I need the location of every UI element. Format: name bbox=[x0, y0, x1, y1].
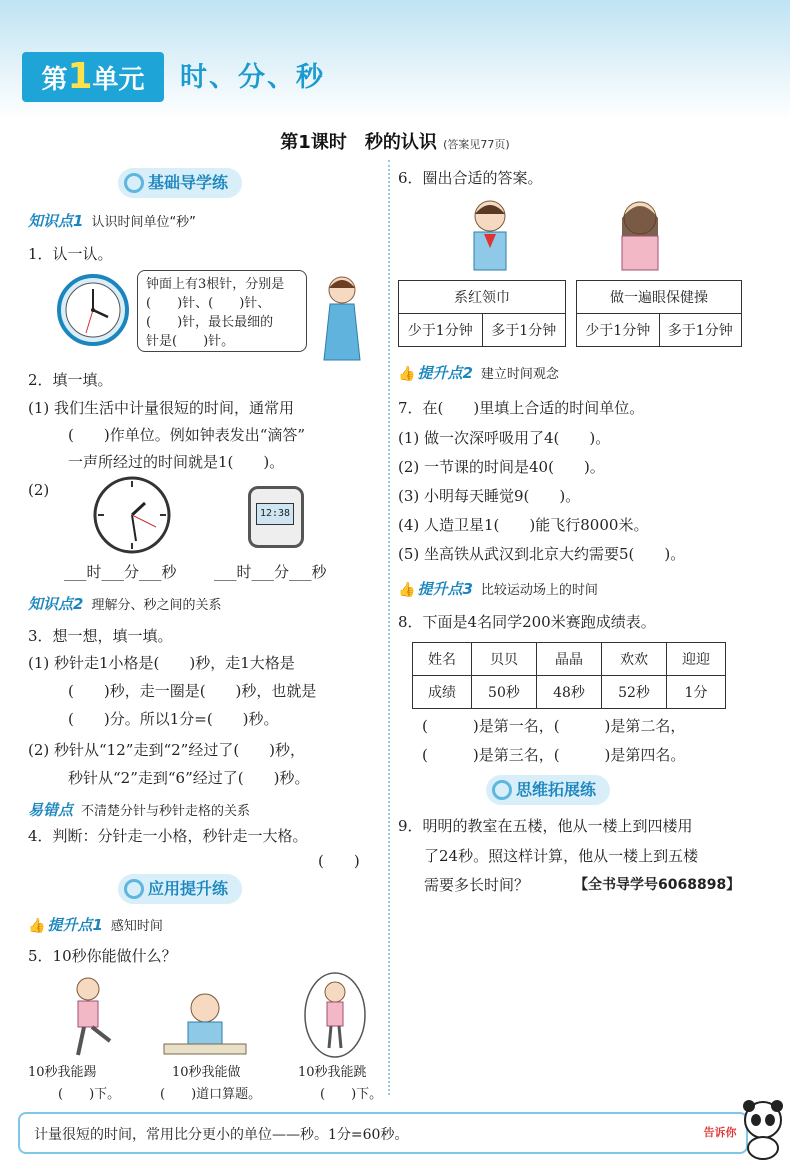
rope-skipping-child-icon bbox=[300, 970, 370, 1060]
question-9-line1: 9．明明的教室在五楼，他从一楼上到四楼用 bbox=[398, 817, 693, 835]
stopwatch-display: 12:38 bbox=[256, 503, 294, 525]
kp-tag: 知识点1 bbox=[28, 212, 84, 230]
kp-text: 不清楚分针与秒针走格的关系 bbox=[81, 804, 251, 819]
table-row bbox=[413, 676, 726, 709]
table-cell: 迎迎 bbox=[667, 643, 726, 676]
question-7-2: (2) 一节课的时间是40( )。 bbox=[398, 458, 605, 476]
boy-tie-icon bbox=[450, 196, 530, 272]
column-divider bbox=[388, 160, 390, 1095]
question-9-line2: 了24秒。照这样计算，他从一楼上到五楼 bbox=[424, 847, 699, 865]
unit-prefix: 第 bbox=[41, 65, 68, 95]
teacher-icon bbox=[312, 272, 372, 362]
caption-calc: 10秒我能做 bbox=[172, 1065, 241, 1080]
question-1: 1．认一认。 bbox=[28, 245, 113, 263]
section-label: 基础导学练 bbox=[148, 173, 229, 192]
answer-reference: (答案见77页) bbox=[443, 138, 510, 151]
table-cell: 50秒 bbox=[471, 676, 536, 709]
girl-eye-exercise-icon bbox=[600, 196, 680, 272]
unit-badge bbox=[22, 52, 164, 102]
unit-suffix: 单元 bbox=[92, 65, 145, 95]
section-label: 应用提升练 bbox=[148, 879, 229, 898]
kp-tag: 知识点2 bbox=[28, 595, 84, 613]
mascot-label: 告诉你 bbox=[703, 1126, 737, 1139]
race-results-table bbox=[412, 642, 726, 709]
table-cell: 欢欢 bbox=[602, 643, 667, 676]
kicking-child-icon bbox=[58, 975, 118, 1060]
knowledge-point-1 bbox=[28, 210, 196, 231]
choice-table-tie bbox=[398, 280, 566, 347]
question-7: 7．在( )里填上合适的时间单位。 bbox=[398, 399, 645, 417]
question-3-1-line2: ( )秒，走一圈是( )秒，也就是 bbox=[68, 682, 317, 700]
kp-tag: 易错点 bbox=[28, 801, 74, 819]
caption-kick: 10秒我能踢 bbox=[28, 1065, 97, 1080]
question-3-1-line1: (1) 秒针走1小格是( )秒，走1大格是 bbox=[28, 654, 295, 672]
question-3-2-line1: (2) 秒针从“12”走到“2”经过了( )秒， bbox=[28, 741, 306, 759]
circle-icon bbox=[124, 879, 144, 899]
question-7-3: (3) 小明每天睡觉9( )。 bbox=[398, 487, 581, 505]
table-cell: 52秒 bbox=[602, 676, 667, 709]
kp-text: 建立时间观念 bbox=[480, 367, 559, 382]
clock-icon bbox=[56, 273, 130, 347]
unit-number: 1 bbox=[67, 56, 93, 97]
question-2-1-line1: (1) 我们生活中计量很短的时间，通常用 bbox=[28, 399, 295, 417]
section-basic-practice bbox=[118, 168, 242, 198]
question-2: 2．填一填。 bbox=[28, 371, 113, 389]
kp-tag: 提升点2 bbox=[417, 364, 473, 382]
caption-calc-blank: ( )道口算题。 bbox=[160, 1087, 262, 1102]
improve-point-3 bbox=[398, 578, 598, 599]
question-9-line3: 需要多长时间？ bbox=[424, 876, 530, 894]
question-6: 6．圈出合适的答案。 bbox=[398, 169, 543, 187]
question-8-answer-line1: ( )是第一名，( )是第二名， bbox=[422, 717, 686, 735]
answer-paren: ( ) bbox=[318, 852, 360, 870]
kp-text: 感知时间 bbox=[110, 919, 163, 934]
lesson-title-text: 第1课时 秒的认识 bbox=[280, 132, 437, 153]
thumbs-up-icon: 👍 bbox=[398, 366, 416, 382]
table-cell: 成绩 bbox=[413, 676, 472, 709]
question-7-5: (5) 坐高铁从武汉到北京大约需要5( )。 bbox=[398, 545, 686, 563]
table-cell: 48秒 bbox=[536, 676, 601, 709]
table-cell: 姓名 bbox=[413, 643, 472, 676]
question-8-answer-line2: ( )是第三名，( )是第四名。 bbox=[422, 746, 686, 764]
kp-text: 比较运动场上的时间 bbox=[480, 583, 598, 598]
table-header: 系红领巾 bbox=[399, 281, 566, 314]
section-label: 思维拓展练 bbox=[516, 780, 597, 799]
error-point bbox=[28, 799, 250, 820]
thumbs-up-icon: 👍 bbox=[28, 918, 46, 934]
circle-icon bbox=[124, 173, 144, 193]
choice-table-eye bbox=[576, 280, 742, 347]
question-4: 4．判断：分针走一小格，秒针走一大格。 bbox=[28, 827, 308, 845]
table-cell: 晶晶 bbox=[536, 643, 601, 676]
option-more[interactable]: 多于1分钟 bbox=[659, 314, 742, 347]
studying-child-icon bbox=[160, 990, 250, 1060]
question-7-1: (1) 做一次深呼吸用了4( )。 bbox=[398, 429, 611, 447]
knowledge-point-2 bbox=[28, 593, 221, 614]
guide-number: 【全书导学号6068898】 bbox=[574, 877, 741, 893]
question-7-4: (4) 人造卫星1( )能飞行8000米。 bbox=[398, 516, 649, 534]
table-cell: 1分 bbox=[667, 676, 726, 709]
question-2-2: (2) bbox=[28, 481, 50, 499]
caption-kick-blank: ( )下。 bbox=[58, 1087, 121, 1102]
speech-bubble: 钟面上有3根针，分别是 ( )针、( )针、 ( )针，最长最细的 针是( )针。 bbox=[137, 270, 307, 352]
kp-tag: 提升点1 bbox=[47, 916, 103, 934]
question-2-1-line3: 一声所经过的时间就是1( )。 bbox=[68, 453, 285, 471]
section-extension bbox=[486, 775, 610, 805]
improve-point-1 bbox=[28, 914, 163, 935]
option-less[interactable]: 少于1分钟 bbox=[577, 314, 660, 347]
thumbs-up-icon: 👍 bbox=[398, 582, 416, 598]
unit-title: 时、分、秒 bbox=[180, 62, 325, 93]
option-more[interactable]: 多于1分钟 bbox=[482, 314, 566, 347]
question-5: 5．10秒你能做什么？ bbox=[28, 947, 177, 965]
question-3-2-line2: 秒针从“2”走到“6”经过了( )秒。 bbox=[68, 769, 310, 787]
circle-icon bbox=[492, 780, 512, 800]
kp-text: 理解分、秒之间的关系 bbox=[91, 598, 222, 613]
footer-tip bbox=[18, 1112, 748, 1154]
section-applied-practice bbox=[118, 874, 242, 904]
question-3: 3．想一想，填一填。 bbox=[28, 627, 173, 645]
kp-tag: 提升点3 bbox=[417, 580, 473, 598]
question-3-1-line3: ( )分。所以1分=( )秒。 bbox=[68, 710, 279, 728]
option-less[interactable]: 少于1分钟 bbox=[399, 314, 483, 347]
blank-clock-2: ___时___分___秒 bbox=[214, 563, 327, 581]
kp-text: 认识时间单位“秒” bbox=[91, 215, 196, 230]
table-cell: 贝贝 bbox=[471, 643, 536, 676]
caption-jump: 10秒我能跳 bbox=[298, 1065, 367, 1080]
question-2-1-line2: ( )作单位。例如钟表发出“滴答” bbox=[68, 426, 306, 444]
table-header: 做一遍眼保健操 bbox=[577, 281, 742, 314]
panda-mascot-icon bbox=[740, 1098, 786, 1160]
blank-clock-1: ___时___分___秒 bbox=[64, 563, 177, 581]
improve-point-2 bbox=[398, 362, 559, 383]
caption-jump-blank: ( )下。 bbox=[320, 1087, 383, 1102]
question-8: 8．下面是4名同学200米赛跑成绩表。 bbox=[398, 613, 656, 631]
stopwatch bbox=[248, 486, 304, 548]
table-row bbox=[413, 643, 726, 676]
lesson-title bbox=[0, 128, 790, 154]
footer-tip-text: 计量很短的时间，常用比分更小的单位——秒。1分=60秒。 bbox=[34, 1127, 409, 1143]
wall-clock-icon bbox=[92, 475, 172, 555]
